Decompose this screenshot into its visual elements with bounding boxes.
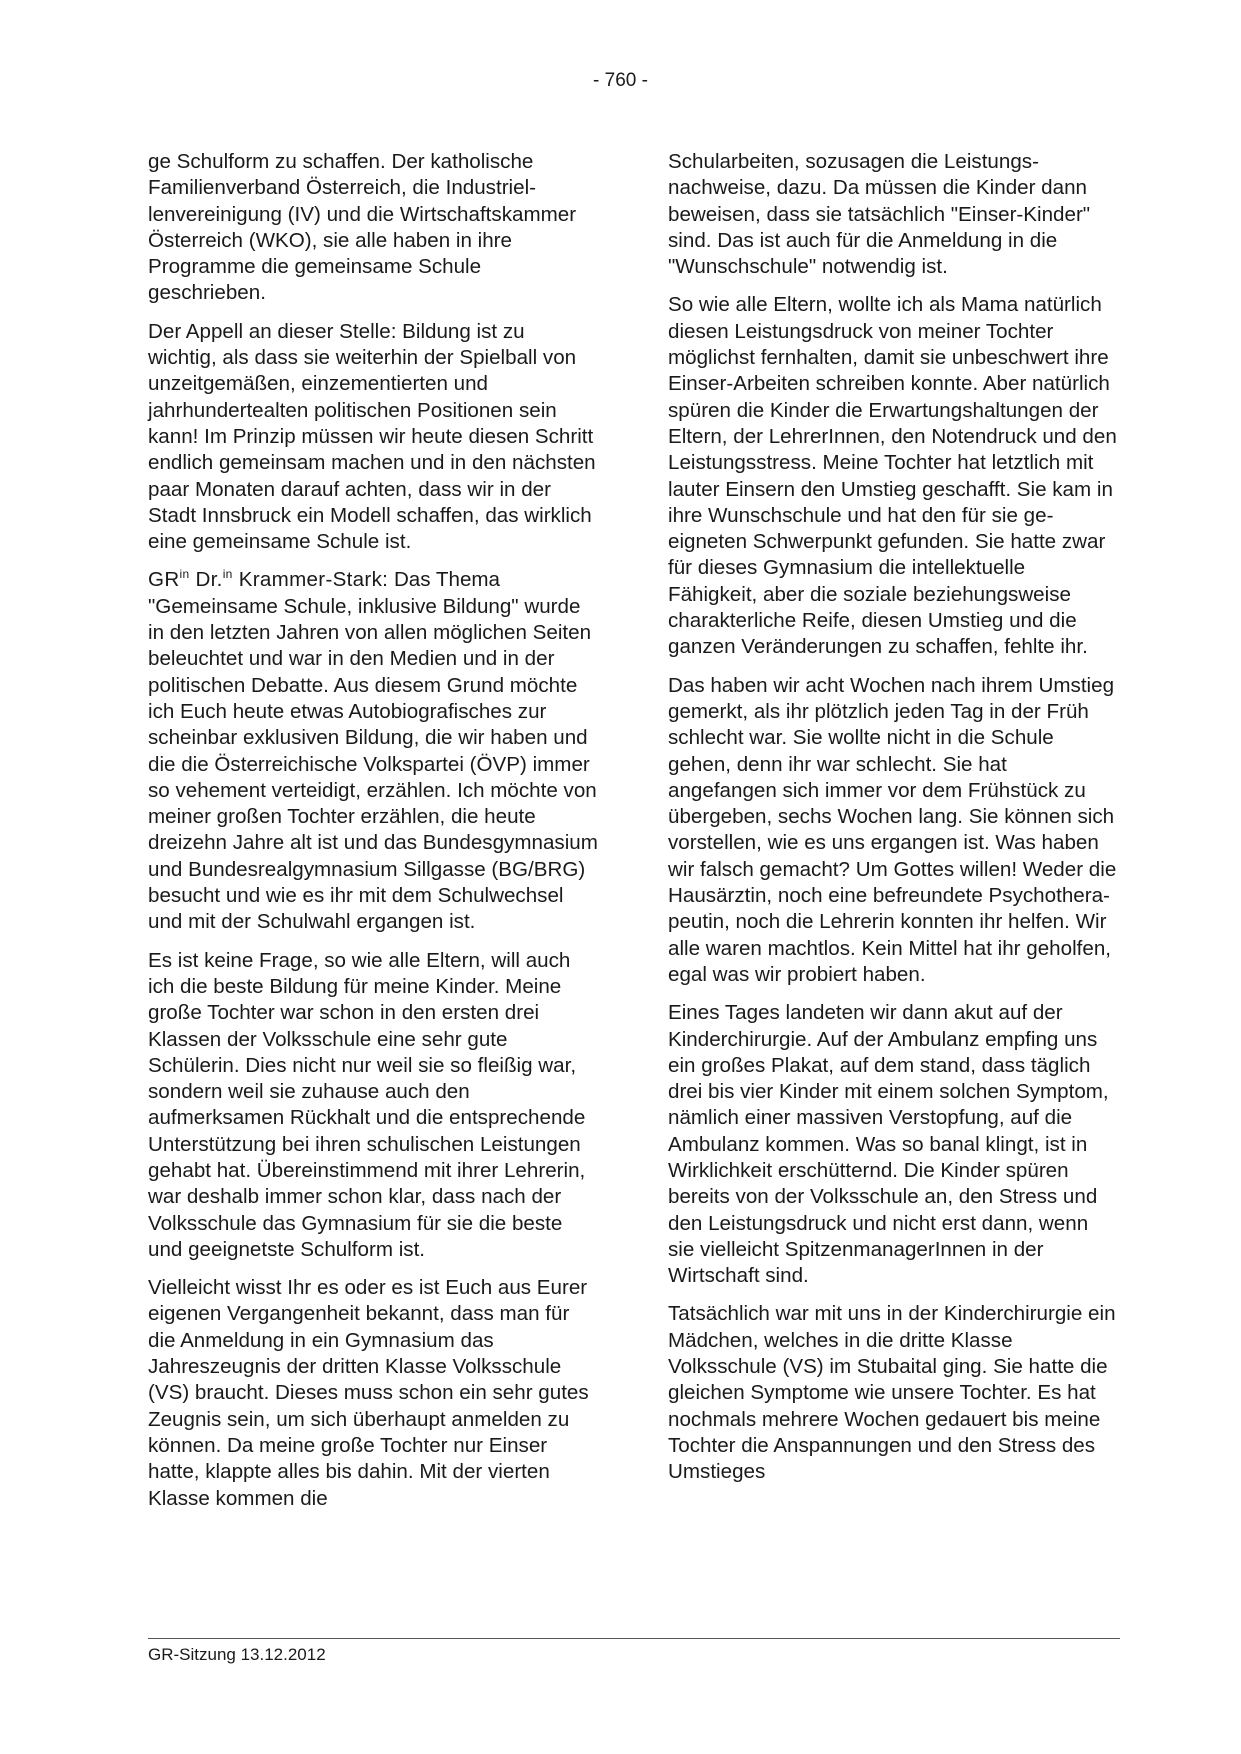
paragraph: Eines Tages landeten wir dann akut auf der Kinderchirurgie. Auf der Ambulanz empfing uns ein großes Plakat, auf dem stand, dass täglich drei bis vier Kinder mit einem solchen Symptom, nämlich einer massiven Verstopfung, auf die Ambulanz kommen. Was so banal klingt, ist in Wirklichkeit erschütternd. Die Kinder spüren bereits von der Volksschule an, den Stress und den Leistungsdruck und nicht erst dann, wenn sie vielleicht SpitzenmanagerInnen in der Wirtschaft sind. (668, 1001, 1109, 1288)
paragraph: So wie alle Eltern, wollte ich als Mama natürlich diesen Leistungsdruck von meiner Tochter möglichst fernhalten, damit sie unbeschwert ihre Einser-Arbeiten schreiben konnte. Aber natürlich spüren die Kinder die Erwartungshaltungen der Eltern, der LehrerInnen, den Notendruck und den Leistungsstress. Meine Tochter hat letztlich mit lauter Einsern den Umstieg geschafft. Sie kam in ihre Wunschschule und hat den für sie geeigneten Schwerpunkt gefunden. Sie hatte zwar für dieses Gymnasium die intellektuelle Fähigkeit, aber die soziale beziehungsweise charakterliche Reife, diesen Umstieg und die ganzen Veränderungen zu schaffen, fehlte ihr. (668, 293, 1117, 659)
footer-divider (148, 1638, 1120, 1639)
paragraph: Das haben wir acht Wochen nach ihrem Umstieg gemerkt, als ihr plötzlich jeden Tag in der Früh schlecht war. Sie wollte nicht in die Schule gehen, denn ihr war schlecht. Sie hat angefangen sich immer vor dem Frühstück zu übergeben, sechs Wochen lang. Sie können sich vorstellen, wie es uns ergangen ist. Was haben wir falsch gemacht? Um Gottes willen! Weder die Hausärztin, noch eine befreundete Psychotherapeutin, noch die Lehrerin konnten ihr helfen. Wir alle waren machtlos. Kein Mittel hat ihr geholfen, egal was wir probiert haben. (668, 673, 1117, 986)
right-column (668, 149, 1118, 1498)
paragraph: Es ist keine Frage, so wie alle Eltern, will auch ich die beste Bildung für meine Kinder. Meine große Tochter war schon in den ersten drei Klassen der Volksschule eine sehr gute Schülerin. Dies nicht nur weil sie so fleißig war, sondern weil sie zuhause auch den aufmerksamen Rückhalt und die entsprechende Unterstützung bei ihren schulischen Leistungen gehabt hat. Übereinstimmend mit ihrer Lehrerin, war deshalb immer schon klar, dass nach der Volksschule das Gymnasium für sie die beste und geeignetste Schulform ist. (148, 948, 586, 1261)
speaker-name: Krammer-Stark: (238, 568, 389, 592)
left-column (148, 149, 598, 1524)
speech-text: Das Thema "Gemeinsame Schule, inklusive Bildung" wurde in den letzten Jahren von allen möglichen Seiten beleuchtet und war in den Medien und in der politischen Debatte. Aus diesem Grund möchte ich Euch heute etwas Autobiografisches zur scheinbar exklusiven Bildung, die wir haben und die die Österreichische Volkspartei (ÖVP) immer so vehement verteidigt, erzählen. Ich möchte von meiner großen Tochter erzählen, die heute dreizehn Jahre alt ist und das Bundesgymnasium und Bundesrealgymnasium Sillgasse (BG/BRG) besucht und wie es ihr mit dem Schulwechsel und mit der Schulwahl ergangen ist. (148, 568, 598, 934)
speaker-label (148, 568, 388, 591)
footer-session-date: GR-Sitzung 13.12.2012 (148, 1645, 326, 1664)
speaker-title-gr-suffix: in (179, 567, 190, 582)
paragraph: Der Appell an dieser Stelle: Bildung ist zu wichtig, als dass sie weiterhin der Spielball von unzeitgemäßen, einzementierten und jahrhundertealten politischen Positionen sein kann! Im Prinzip müssen wir heute diesen Schritt endlich gemeinsam machen und in den nächsten paar Monaten darauf achten, dass wir in der Stadt Innsbruck ein Modell schaffen, das wirklich eine gemeinsame Schule ist. (148, 319, 596, 554)
paragraph: Tatsächlich war mit uns in der Kinderchirurgie ein Mädchen, welches in die dritte Klasse Volksschule (VS) im Stubaital ging. Sie hatte die gleichen Symptome wie unsere Tochter. Es hat nochmals mehrere Wochen gedauert bis meine Tochter die Anspannungen und den Stress des Umstieges (668, 1302, 1116, 1484)
paragraph-speech (148, 567, 598, 935)
page-number: - 760 - (593, 70, 648, 91)
speaker-title-dr-suffix: in (222, 567, 233, 582)
paragraph: Vielleicht wisst Ihr es oder es ist Euch aus Eurer eigenen Vergangenheit bekannt, dass man für die Anmeldung in ein Gymnasium das Jahreszeugnis der dritten Klasse Volksschule (VS) braucht. Dieses muss schon ein sehr gutes Zeugnis sein, um sich überhaupt anmelden zu können. Da meine große Tochter nur Einser hatte, klappte alles bis dahin. Mit der vierten Klasse kommen die (148, 1276, 589, 1510)
speaker-title-gr: GR (148, 568, 180, 592)
paragraph: ge Schulform zu schaffen. Der katholische Familienverband Österreich, die Industriellenvereinigung (IV) und die Wirtschaftskammer Österreich (WKO), sie alle haben in ihre Programme die gemeinsame Schule geschrieben. (148, 150, 577, 305)
paragraph: Schularbeiten, sozusagen die Leistungsnachweise, dazu. Da müssen die Kinder dann beweisen, dass sie tatsächlich "Einser-Kinder" sind. Das ist auch für die Anmeldung in die "Wunschschule" notwendig ist. (668, 150, 1091, 279)
speaker-title-dr: Dr. (195, 568, 223, 592)
